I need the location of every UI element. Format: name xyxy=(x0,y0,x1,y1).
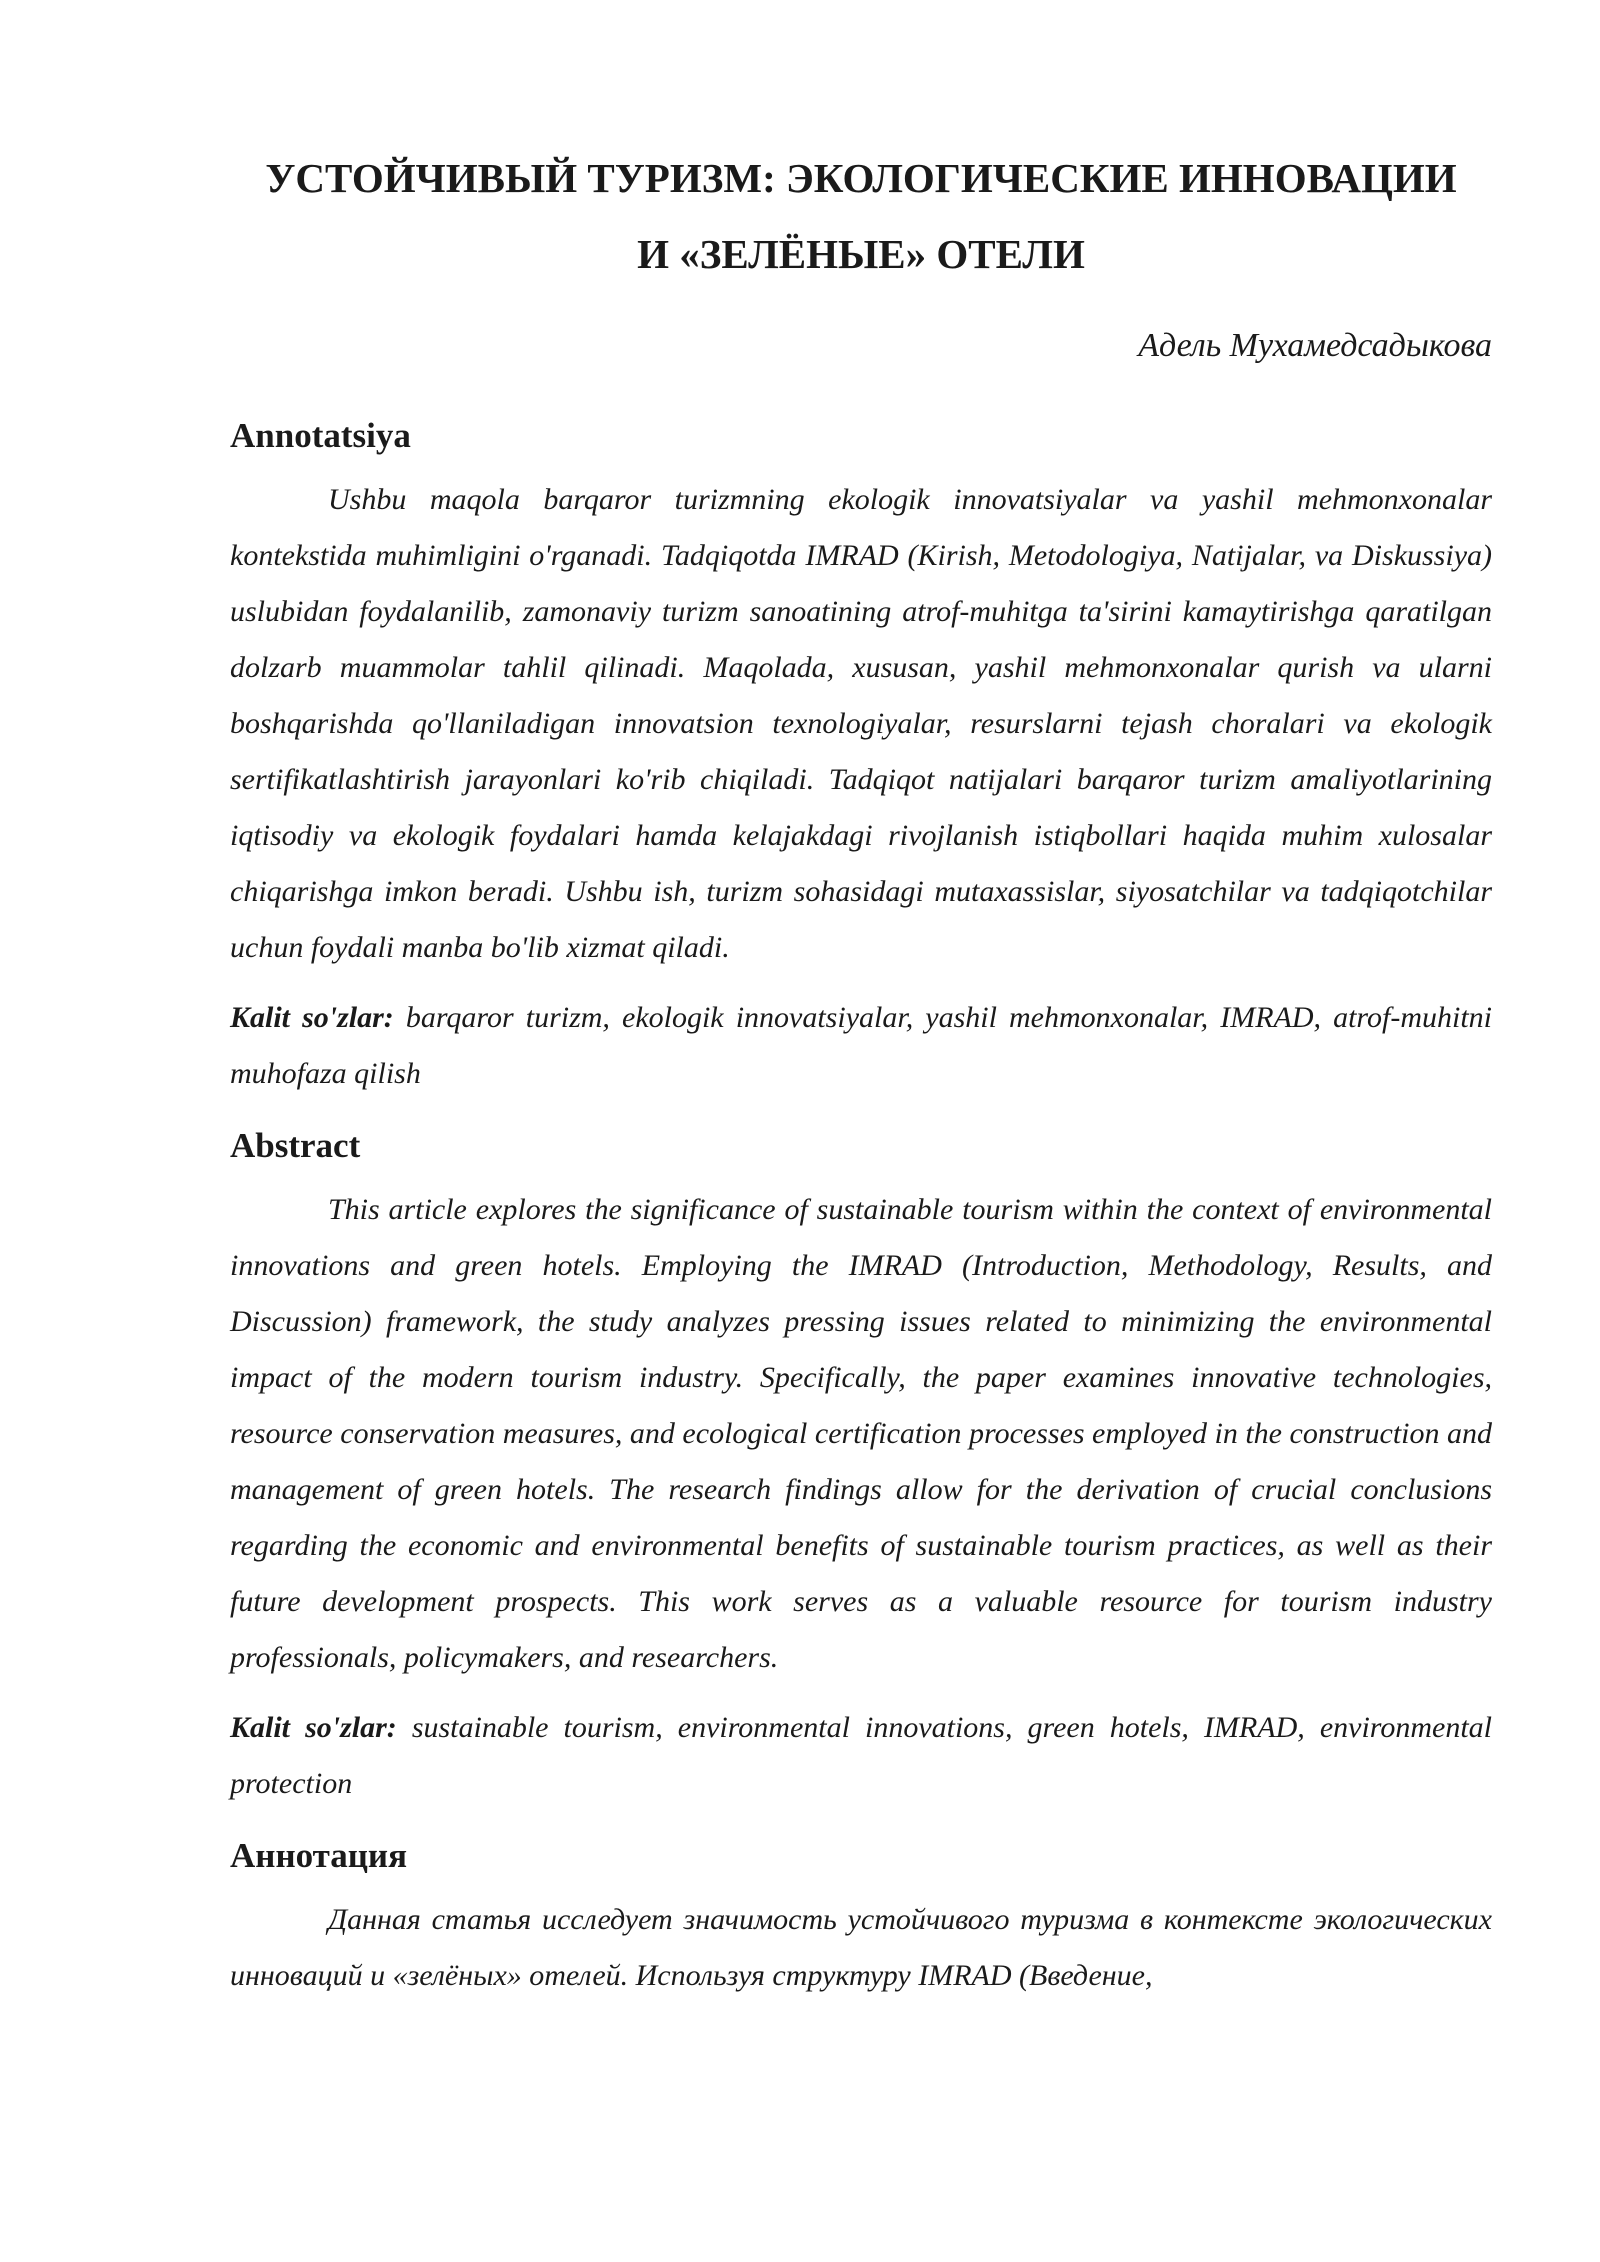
paper-title-line-1: УСТОЙЧИВЫЙ ТУРИЗМ: ЭКОЛОГИЧЕСКИЕ ИННОВАЦИИ xyxy=(265,155,1457,201)
keywords-label: Kalit so'zlar: xyxy=(230,1001,394,1034)
abstract-keywords xyxy=(230,1700,1492,1812)
annotatsiya-body: Ushbu maqola barqaror turizmning ekologik innovatsiyalar va yashil mehmonxonalar kontekstida muhimligini o'rganadi. Tadqiqotda IMRAD (Kirish, Metodologiya, Natijalar, va Diskussiya) uslubidan foydalanilib, zamonaviy turizm sanoatining atrof-muhitga ta'sirini kamaytirishga qaratilgan dolzarb muammolar tahlil qilinadi. Maqolada, xususan, yashil mehmonxonalar qurish va ularni boshqarishda qo'llaniladigan innovatsion texnologiyalar, resurslarni tejash choralari va ekologik sertifikatlashtirish jarayonlari ko'rib chiqiladi. Tadqiqot natijalari barqaror turizm amaliyotlarining iqtisodiy va ekologik foydalari hamda kelajakdagi rivojlanish istiqbollari haqida muhim xulosalar chiqarishga imkon beradi. Ushbu ish, turizm sohasidagi mutaxassislar, siyosatchilar va tadqiqotchilar uchun foydali manba bo'lib xizmat qiladi. xyxy=(230,483,1492,964)
author-name: Адель Мухамедсадыкова xyxy=(1138,327,1492,364)
annotatsiya-ru-heading: Аннотация xyxy=(230,1836,408,1875)
annotatsiya-ru-body: Данная статья исследует значимость устойчивого туризма в контексте экологических инноваций и «зелёных» отелей. Используя структуру IMRAD (Введение, xyxy=(230,1903,1492,1992)
keywords-label: Kalit so'zlar: xyxy=(230,1711,397,1744)
paper-title xyxy=(230,140,1492,292)
abstract-heading: Abstract xyxy=(230,1126,361,1165)
annotatsiya-heading: Annotatsiya xyxy=(230,416,411,455)
paper-page xyxy=(230,140,1492,2004)
paper-title-line-2: И «ЗЕЛЁНЫЕ» ОТЕЛИ xyxy=(637,231,1085,277)
keywords-text: barqaror turizm, ekologik innovatsiyalar, yashil mehmonxonalar, IMRAD, atrof-muhitni muhofaza qilish xyxy=(230,1001,1492,1090)
annotatsiya-keywords xyxy=(230,990,1492,1102)
abstract-body: This article explores the significance of sustainable tourism within the context of environmental innovations and green hotels. Employing the IMRAD (Introduction, Methodology, Results, and Discussion) framework, the study analyzes pressing issues related to minimizing the environmental impact of the modern tourism industry. Specifically, the paper examines innovative technologies, resource conservation measures, and ecological certification processes employed in the construction and management of green hotels. The research findings allow for the derivation of crucial conclusions regarding the economic and environmental benefits of sustainable tourism practices, as well as their future development prospects. This work serves as a valuable resource for tourism industry professionals, policymakers, and researchers. xyxy=(230,1193,1492,1674)
keywords-text: sustainable tourism, environmental innovations, green hotels, IMRAD, environmental protection xyxy=(230,1711,1493,1800)
